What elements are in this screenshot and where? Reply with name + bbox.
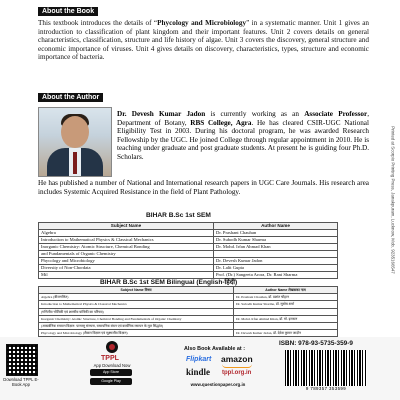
author-role: Associate Professor — [304, 110, 368, 118]
table-cell: Inorganic Chemistry: Atomic Structure, Chemical Bonding — [39, 244, 214, 251]
table-cell: Dr. Prashant Chauhan — [214, 230, 338, 237]
table-cell: Introduction to Mathematical Physics & Classical Mechanics — [39, 237, 214, 244]
amazon-logo[interactable]: amazon — [221, 354, 253, 364]
table-cell: Prof. (Dr.) Sangeeta Arora, Dr. Rani Sharma — [214, 272, 338, 279]
author-bio-part3: . He has cleared CSIR-UGC National Eligibility Test in 2003. During his doctoral program, he was awarded Research Fellowship by the UGC. He joined College through regular appointment in 2010. He is teaching under graduate and post graduate students. At present he is guiding four Ph.D. Scholars. — [117, 118, 369, 161]
author-bio-part1: is currently working as an — [205, 110, 305, 118]
printer-side-note — [388, 60, 398, 340]
table-cell: (अकार्बनिक रसायन विज्ञान: परमाणु संरचना, रासायनिक बंधन एवं कार्बनिक रसायन के मूल सिद्धांत) — [39, 323, 234, 330]
website-url[interactable]: www.questionpaper.org.in — [190, 382, 246, 387]
table2-header — [39, 287, 338, 294]
table-cell: Dr. Prashant Chauhan, डॉ. प्रशांत चौहान — [234, 294, 338, 301]
book-title: Phycology and Microbiology — [157, 19, 247, 27]
table-row — [39, 301, 338, 308]
amazon-smile-icon — [222, 364, 252, 368]
author-college: RBS College, Agra — [190, 118, 252, 127]
table-cell: Algebra — [39, 230, 214, 237]
tppl-logo — [98, 340, 126, 354]
about-book-text-part1: This textbook introduces the details of “ — [38, 19, 158, 27]
table1-title: BIHAR B.Sc 1st SEM — [146, 212, 211, 219]
table-cell: Inorganic Chemistry: Atomic Structure, Chemical Bonding and Fundamentals of Organic Chemistry — [39, 315, 234, 322]
barcode-digits: 9 789357 353599 — [305, 386, 347, 391]
table-row — [39, 265, 338, 272]
author-name: Dr. Devesh Kumar Jadon — [117, 110, 206, 118]
table-cell: Dr. Subodh Kumar Sharma, डॉ. सुबोध शर्मा — [234, 301, 338, 308]
table2 — [38, 286, 338, 345]
table-cell: Mil — [39, 272, 214, 279]
table-row — [39, 258, 338, 265]
table-cell: Phycology and Microbiology (शैवाल विज्ञान एवं सूक्ष्मजीव विज्ञान) — [39, 330, 234, 337]
about-book-text-part2: ” in a systematic manner. Unit 1 gives an introduction to classification of plant kingdom and their important features. Unit 2 covers details on general characteristics, classification, structure and life history of algae. Unit 3 covers the discovery, general structure and economic importance of viruses. Unit 4 gives details on discovery, characteristics, types, structure and economic importance of bacteria. — [38, 19, 370, 62]
table2-header-author: Author Name लेखकका नाम — [234, 287, 338, 294]
table-row — [39, 244, 338, 251]
barcode-icon — [285, 350, 367, 386]
table2-header-subject: Subject Name विषय — [39, 287, 234, 294]
tppl-brand: TPPL — [101, 355, 119, 362]
table-cell: (गणितीय भौतिकी एवं शास्त्रीय यांत्रिकी का परिचय) — [39, 308, 234, 315]
table-row — [39, 308, 338, 315]
table-row — [39, 251, 338, 258]
printer-side-note-text: Printed at Scorpio Printing Press, Janakpuram, Lucknow, Mob. 9235166547 — [390, 126, 396, 274]
also-available-label: Also Book Available at : — [184, 346, 246, 352]
table-row — [39, 237, 338, 244]
table-cell: Dr. Mohd. Irfan Ahmad Khan, डॉ. मो. इरफान — [234, 315, 338, 322]
qr-code-icon[interactable] — [6, 344, 38, 376]
table-cell: Dr. Lalit Gupta — [214, 265, 338, 272]
table-cell — [234, 308, 338, 315]
about-book-text — [38, 19, 369, 62]
table1-header-subject: Subject Name — [39, 223, 214, 230]
app-store-button[interactable]: App Store — [90, 369, 132, 376]
table-cell: Algebra (बीजगणित) — [39, 294, 234, 301]
table-cell: Dr. Devesh Kumar Jadon — [214, 258, 338, 265]
table1 — [38, 222, 338, 279]
flipkart-logo[interactable]: Flipkart — [186, 356, 212, 363]
table-cell — [214, 251, 338, 258]
table-cell: Dr. Mohd. Irfan Ahmad Khan — [214, 244, 338, 251]
table1-header-author: Author Name — [214, 223, 338, 230]
tppl-site[interactable]: tppl.org.in — [222, 370, 252, 376]
table1-header — [39, 223, 338, 230]
about-book-heading: About the Book — [38, 7, 98, 16]
table-cell — [234, 323, 338, 330]
table-cell: Phycology and Microbiology — [39, 258, 214, 265]
tppl-brand-sub: App Download Now — [93, 363, 131, 368]
app-download-label: Download TPPL E-Book App — [3, 377, 39, 387]
table-cell: Diversity of Non-Chordata — [39, 265, 214, 272]
tppl-logo-icon — [98, 340, 126, 354]
table-cell: and Fundamentals of Organic Chemistry — [39, 251, 214, 258]
isbn-label: ISBN: 978-93-5735-359-9 — [279, 340, 353, 347]
table-row — [39, 230, 338, 237]
table-cell: Dr. Devesh Kumar Jadon, डॉ. देवेश कुमार जादौन — [234, 330, 338, 337]
table-row — [39, 294, 338, 301]
table-cell: Dr. Subodh Kumar Sharma — [214, 237, 338, 244]
author-photo — [38, 107, 112, 177]
table2-title: BIHAR B.Sc 1st SEM Bilingual (English-हिंदी) — [100, 279, 238, 286]
table-row — [39, 315, 338, 322]
author-bio-part2: , Department of Botany, — [117, 110, 369, 127]
table-row — [39, 323, 338, 330]
google-play-button[interactable]: Google Play — [90, 378, 132, 385]
about-author-heading: About the Author — [38, 93, 103, 102]
author-bio-continued: He has published a number of National and International research papers in UGC Care Journals. His research area includes Systemic Acquired Resistance in the field of Plant Pathology. — [38, 179, 369, 196]
author-bio — [117, 110, 369, 162]
kindle-logo[interactable]: kindle — [186, 367, 211, 377]
table-cell: Introduction to Mathematical Physics & Classical Mechanics — [39, 301, 234, 308]
table-row — [39, 330, 338, 337]
